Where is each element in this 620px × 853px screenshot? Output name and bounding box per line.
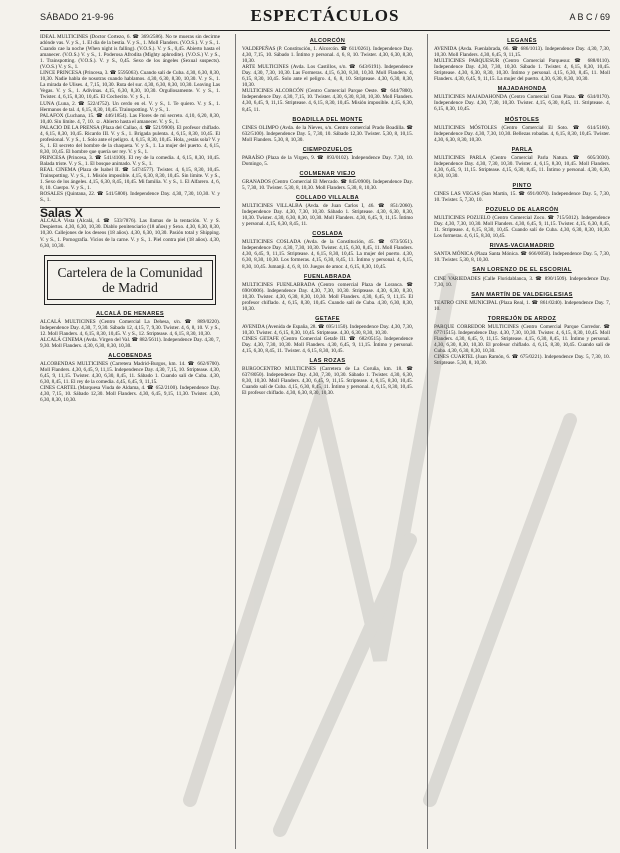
listing-entry: PALAFOX (Luchana, 15. ☎ 446/1854). Las Flores de mi secreto. 4,10, 6,20, 8,30, 10,40. Sin límite. 4, 7, 10. ☺. Abierto hasta el amanecer. V. y S., 1.: [40, 112, 220, 125]
section-heading: LEGANÉS: [507, 38, 537, 44]
listing-entry: MULTICINES VILLALBA (Avda. de Juan Carlos I, 46. ☎ 851/2060). Independence Day. 4,30, 7,30, 10,30. Sábado 1. Striptease. 4,30, 6,30, 8,30, 10,30. Twister. 4,30, 6,30, 8,30, 10,30. Moll Flanders. 4,30, 6,45, 9, 11,15. Íntimo y personal. 4,15, 6,30, 8,45, 11.: [242, 203, 413, 228]
section-heading: SAN MARTÍN DE VALDEIGLESIAS: [471, 291, 573, 298]
section-heading: POZUELO DE ALARCÓN: [485, 207, 559, 214]
section-heading: CIEMPOZUELOS: [302, 146, 353, 153]
section-heading: ALCORCÓN: [309, 38, 346, 44]
listing-entry: MULTICINES PARLA (Centro Comercial Parla Natura. ☎ 605/3030). Independence Day. 4,30, 7,30, 10,30. Twister. 4, 6,15, 8,30, 10,45. Moll Flanders. 4,30, 6,45, 9, 11,15. Striptease. 4,15, 6,30, 8,45, 11. Íntimo y personal. 4,30, 6,30, 8,30, 10,30.: [434, 154, 610, 179]
listing-entry: AVENIDA (Avenida de España, 28. ☎ 695/1150). Independence Day. 4,30, 7,30, 10,30. Twister. 4, 6,15, 8,30, 10,45. Striptease. 4,30, 6,30, 8,30, 10,30.: [242, 323, 413, 336]
listing-entry: ALCALÁ CINEMA (Avda. Virgen del Val. ☎ 882/5611). Independence Day. 4,30, 7, 9,30. Moll Flanders. 4,30, 6,30, 8,30, 10,30.: [40, 336, 220, 349]
cartelera-box: [44, 255, 216, 305]
listing-entry: ARTE MULTICINES (Avda. Los Castillos, s/n. ☎ 643/6191). Independence Day. 4,30, 7,30, 10,30. Las Formeras. 4,15, 6,30, 8,30, 10,30. Moll Flanders. 4, 6,15, 8,30, 10,45. Solo ante el peligro. 4, 6, 8, 10. Striptease. 4,30, 6,30, 8,30, 10,30.: [242, 64, 413, 89]
listing-entry: ROSALES (Quintana, 22. ☎ 541/5800). Independence Day. 4,30, 7,30, 10,30. V. y S., 1.: [40, 191, 220, 204]
listing-entry: MULTICINES MAJADAHONDA (Centro Comercial Gran Plaza. ☎ 634/0170). Independence Day. 4,30, 7,30, 10,30. Twister. 4,15, 6,30, 8,45, 11. Striptease. 4, 6,15, 8,30, 10,45.: [434, 94, 610, 113]
listing-columns: [40, 34, 610, 849]
listing-entry: VALDEPEÑAS (P. Constitución, 1. Alcorcón. ☎ 611/0261). Independence Day. 4,30, 7,15, 10. Sábado 1. Íntimo y personal. 4, 6, 8, 10. Twister. 4,30, 6,30, 8,30, 10,30.: [242, 46, 413, 65]
listing-entry: REAL CINEMA (Plaza de Isabel II. ☎ 547/4577). Twister. 4, 6,15, 8,30, 10,45. Trainspotting. V. y S., 1. Misión imposible. 4,15, 6,30, 8,30, 10,45. Sin límite. V. y S., 1. Sexo de los ángeles. 4,15, 6,30, 8,45, 10,45. Mi familia. V. y S., 1. El Alfarero. 4, 6, 8, 10. Cuerpo. V. y S., 1.: [40, 167, 220, 192]
listing-entry: LINCE PRINCESA (Princesa, 3. ☎ 5595063). Cuando salí de Cuba. 4,30, 6,30, 8,30, 10,30. Nadie habla de nosotras cuando hablamos. 4,30, 6,30, 8,30, 10,30. V. y S., 1. La mirada de Ulises. 4, 7,15, 10,30. Ruta del sur. 4,30, 6,30, 8,30, 10,30. Leaving Las Vegas. V. y S., 1. Adivinas. 4,15, 6,30, 8,30, 10,30. Orgullosamente. V. y S., 1. Twister. 4, 6,15, 8,30, 10,45. El Cochecito. V. y S., 1.: [40, 70, 220, 101]
column-2: [235, 34, 413, 849]
listing-entry: MULTICINES FUENLABRADA (Centro comercial Plaza de Loranca. ☎ 690/0006). Independence Day. 4,30, 7,30, 10,30. Striptease. 4,30, 6,30, 8,30, 10,30. Twister. 4,30, 6,30, 8,30, 10,30. Moll Flanders. 4,30, 6,45, 9, 11,15. El profesor chiflado. 4, 6,15, 8,30, 10,45. Cuando salí de Cuba. 4,30, 6,30, 8,30, 10,30.: [242, 281, 413, 312]
salas-x-entry: ALCALÁ Vista (Alcalá, 4. ☎ 533/7876). Las llamas de la tentación. V. y S. Despiertos. 4,30, 6,30, 10,30. Diablo penitenciario (18 años) y Sexo. 4,30, 6,30, 8,30, 10,30. Callejones de los deseos (18 años). 4,30, 6,30, 10,30. Pasión total y Shipping. V. y S., 1. Pornografía. Vicios de la carne. V. y S., 1. Piel contra piel (18 años). 4,30, 6,30, 10,30.: [40, 218, 220, 249]
listing-entry: GRANADOS (Centro Comercial El Mercado. ☎ 845/0900). Independence Day. 5, 7,30, 10. Twister. 5,30, 8, 10,30. Moll Flanders. 5,30, 8, 10,30.: [242, 178, 413, 191]
listing-entry: CINES GETAFE (Centro Comercial Getafe III. ☎ 682/0515). Independence Day. 4,30, 7,30, 10,30. Moll Flanders. 4,30, 6,45, 9, 11,15. Íntimo y personal. 4,15, 6,30, 8,45, 11. Twister. 4, 6,15, 8,30, 10,45.: [242, 335, 413, 355]
section-heading: COLLADO VILLALBA: [295, 195, 360, 202]
listing-entry: PARAÍSO (Plaza de la Virgen, 9. ☎ 893/0102). Independence Day. 7,30, 10. Domingo, 5.: [242, 154, 413, 167]
section-heading: PINTO: [512, 182, 532, 189]
section-heading: COLMENAR VIEJO: [299, 170, 356, 177]
section-heading: BOADILLA DEL MONTE: [292, 116, 363, 123]
column-1-entries: [40, 34, 220, 203]
listing-entry: AVENIDA (Avda. Fuenlabrada, 66. ☎ 686/1013). Independence Day. 4,30, 7,30, 10,30. Moll Flanders. 4,30, 6,45, 9, 11,15.: [434, 46, 610, 59]
listing-entry: MULTICINES COSLADA (Avda. de la Constitución, 45. ☎ 673/5051). Independence Day. 4,30, 7,30, 10,30. Twister. 4,15, 6,30, 8,45, 11. Moll Flanders. 4,30, 6,45, 9, 11,15. Striptease. 4, 6,15, 8,30, 10,45. La mujer del puerto. 4,30, 6,30, 8,30, 10,30. Los formeras. 4,15, 6,30, 8,45, 11. Íntimo y personal. 4, 6,15, 8,30, 10,45. Jumanji. 4, 6, 8, 10. Juegos de amor. 4, 6,15, 8,30, 10,45.: [242, 239, 413, 270]
section-heading: GETAFE: [315, 315, 340, 322]
issue-date: SÁBADO 21-9-96: [40, 12, 114, 22]
listing-entry: PALACIO DE LA PRENSA (Plaza del Callao, 4. ☎ 521/9900). El profesor chiflado. 4, 6,15, 8,30, 10,45. Ricardo III. V. y S., 1. Brigada pulenta. 4, 6,15, 8,30, 10,45. El profesional. V. y S., 1. Solo ante el peligro. 4, 6,15, 8,30, 10,45. Hola, ¿estás sola? V. y S., 1. El secreto del hombre de la chaqueta. V. y S., 1. La mujer del puerto. 4, 6,15, 8,30, 10,45. El hombre que quería ser rey. V. y S., 1.: [40, 124, 220, 155]
listing-entry: MULTICINES POZUELO (Centro Comercial Zoco. ☎ 715/5012). Independence Day. 4,30, 7,30, 10,30. Moll Flanders. 4,30, 6,45, 9, 11,15. Twister. 4,15, 6,30, 8,45, 11. Striptease. 4, 6,15, 8,30, 10,45. Cuando salí de Cuba. 4,30, 6,30, 8,30, 10,30. Los formeras. 4, 6,15, 8,30, 10,45.: [434, 215, 610, 240]
listing-entry: LUNA (Luna, 2. ☎ 522/4752). Un cerdo en el. V. y S., 1. Te quiero. V. y S., 1. Hermanos de tal. 4, 6,15, 8,30, 10,45. Trainspotting. V. y S., 1.: [40, 100, 220, 113]
salas-x-heading: Salas X: [40, 207, 220, 216]
section-heading: PARLA: [511, 146, 533, 153]
section-heading: TORREJÓN DE ARDOZ: [487, 315, 557, 322]
listing-entry: CINES LAS VEGAS (San Martín, 15. ☎ 691/0070). Independence Day. 5, 7,30, 10. Twister. 5, 7,30, 10.: [434, 190, 610, 204]
column-3: [427, 34, 610, 849]
newspaper-name: A B C: [569, 12, 593, 22]
listing-entry: BURGOCENTRO MULTICINES (Carretera de La Coruña, km. 18. ☎ 637/8050). Independence Day. 4,30, 7,30, 10,30. Sábado 1. Twister. 4,30, 6,30, 8,30, 10,30. Moll Flanders. 4,30, 6,45, 9, 11,15. Striptease. 4, 6,15, 8,30, 10,45. Cuando salí de Cuba. 4,15, 6,30, 8,45, 11. Íntimo y personal. 4, 6,15, 8,30, 10,45. El profesor chiflado. 4,30, 6,30, 8,30, 10,30.: [242, 366, 413, 397]
section-title: ESPECTÁCULOS: [250, 6, 400, 25]
section-heading: LAS ROZAS: [309, 358, 346, 365]
masthead-page: A B C / 69: [569, 12, 610, 22]
section-heading: ALCALÁ DE HENARES: [95, 310, 165, 317]
listing-entry: ALCALÁ MULTICINES (Centro Comercial La Dehesa, s/n. ☎ 889/0220). Independence Day. 4,30, 7, 9,30. Sábado 12, 4,15, 7, 9,30. Twister. 4, 6, 8, 10. V. y S., 12. Moll Flanders. 4, 6,15, 8,30, 10,45. V. y S., 12. Striptease. 4, 6,15, 8,30, 10,30.: [40, 318, 220, 337]
listing-entry: CINE VARIEDADES (Calle Floridablanca, 3. ☎ 890/1509). Independence Day. 7,30, 10.: [434, 275, 610, 288]
section-heading: MAJADAHONDA: [497, 86, 547, 93]
page-number: 69: [599, 12, 610, 22]
section-heading: FUENLABRADA: [303, 273, 352, 280]
section-heading: COSLADA: [312, 231, 343, 238]
listing-entry: IDEAL MULTICINES (Doctor Cortezo, 6. ☎ 369/2586). No te mueras sin decirme adónde vas. V. y S., 1. El día de la bestia. V. y S., 1. Moll Flanders. (V.O.S.). V. y S., 1. Cuando cae la noche (When night is falling). (V.O.S.). V. y S., 0,45. Abierto hasta el amanecer. (V.O.S.) V. y S., 1. Poderosa Afrodita (Mighty aphrodite). (V.O.S.) V. y S., 1. Trainspotting. (V.O.S.). V. y S., 0,45. Sexo de los ángeles (Sexual suspects). (V.O.S.) V. y S., 1.: [40, 34, 220, 71]
listing-entry: CINES OLIMPO (Avda. de la Nieves, s/n. Centro comercial Prado Boadilla. ☎ 632/5100). Independence Day. 5, 7,30, 10. Sábado 12,30. Twister. 5,30, 8, 10,15. Moll Flanders. 5,30, 8, 10,30.: [242, 124, 413, 143]
listing-entry: MULTICINES MÓSTOLES (Centro Comercial El Soto. ☎ 614/5160). Independence Day. 4,30, 7,30, 10,30. Bellezas robadas. 4, 6,15, 8,30, 10,45. Twister. 4,30, 6,30, 8,30, 10,30.: [434, 124, 610, 143]
page-header: [40, 4, 610, 31]
cartelera-title: Cartelera de la Comunidad de Madrid: [47, 260, 213, 300]
listing-entry: CINES CARTEL (Marquesa Viuda de Aldama, 4. ☎ 652/2100). Independence Day. 4,30, 7,15, 10. Sábado 12,30. Moll Flanders. 4,30, 6,45, 9,15, 11,30. Twister. 4,30, 6,30, 8,30, 10,30.: [40, 385, 220, 404]
listing-entry: TEATRO CINE MUNICIPAL (Plaza Real, 1. ☎ 861/0240). Independence Day. 7, 10.: [434, 299, 610, 312]
column-1: [40, 34, 220, 849]
section-heading: ALCOBENDAS: [108, 352, 152, 359]
listing-entry: MULTICINES PARQUESUR (Centro Comercial Parquesur. ☎ 688/0110). Independence Day. 4,30, 7,30, 10,30. Sábado 1. Twister. 4, 6,15, 8,30, 10,45. Striptease. 4,30, 6,30, 8,30, 10,30. Íntimo y personal. 4,15, 6,30, 8,45, 11. Moll Flanders. 4,30, 6,45, 9, 11,15. La mujer del puerto. 4,30, 6,30, 8,30, 10,30.: [434, 58, 610, 83]
listing-entry: SANTA MÓNICA (Plaza Santa Mónica. ☎ 666/0050). Independence Day. 5, 7,30, 10. Twister. 5,30, 8, 10,30.: [434, 251, 610, 264]
listing-entry: MULTICINES ALCORCÓN (Centro Comercial Parque Oeste. ☎ 644/7800). Independence Day. 4,30, 7,15, 10. Twister. 4,30, 6,30, 8,30, 10,30. Moll Flanders. 4,30, 6,45, 9, 11,15. Striptease. 4, 6,15, 8,30, 10,45. Misión imposible. 4,15, 6,30, 8,45, 11.: [242, 88, 413, 113]
section-heading: RIVAS-VACIAMADRID: [489, 243, 555, 250]
listing-entry: ALCOBENDAS MULTICINES (Carretera Madrid-Burgos, km. 14. ☎ 662/6700). Moll Flanders. 4,30, 6,45, 9, 11,15. Independence Day. 4,30, 7,15, 10. Striptease. 4,30, 6,45, 9, 11,15. Twister. 4,30, 6,30, 8,45, 11. Sábado 1. Cuando salí de Cuba. 4,30, 6,30, 8,45, 11. El rey de la comedia. 4,45, 6,45, 9, 11,15.: [40, 360, 220, 386]
section-heading: MÓSTOLES: [504, 116, 540, 123]
listing-entry: CINES CUARTEL (Juan Ramón, 6. ☎ 675/0221). Independence Day. 5, 7,30, 10. Striptease. 5,30, 8, 10,30.: [434, 354, 610, 367]
listing-entry: PRINCESA (Princesa, 3. ☎ 541/4100). El rey de la comedia. 4, 6,15, 8,30, 10,45. Balada triste. V. y S., 1. El bosque animado. V. y S., 1.: [40, 154, 220, 167]
listing-entry: PARQUE CORREDOR MULTICINES (Centro Comercial Parque Corredor. ☎ 677/1515). Independence Day. 4,30, 7,30, 10,30. Twister. 4, 6,15, 8,30, 10,45. Moll Flanders. 4,30, 6,45, 9, 11,15. Striptease. 4,15, 6,30, 8,45, 11. Íntimo y personal. 4,30, 6,30, 8,30, 10,30. El profesor chiflado. 4, 6,15, 8,30, 10,45. Cuando salí de Cuba. 4,30, 6,30, 8,30, 10,30.: [434, 323, 610, 354]
section-heading: SAN LORENZO DE EL ESCORIAL: [472, 267, 572, 274]
